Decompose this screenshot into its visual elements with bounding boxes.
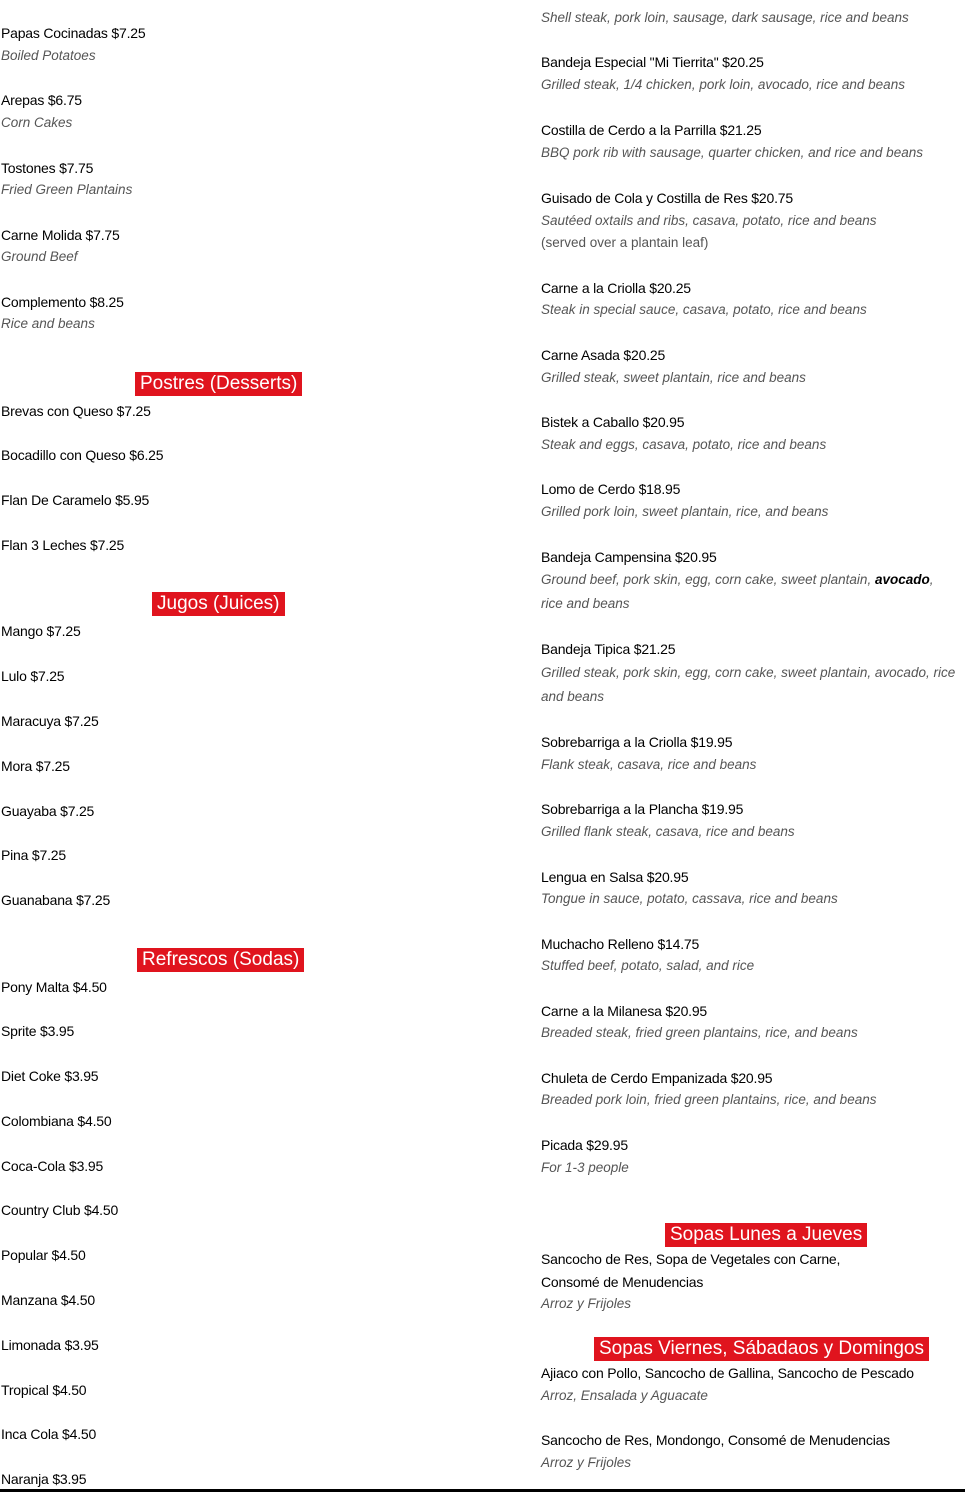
menu-item-name: Consomé de Menudencias xyxy=(541,1274,704,1290)
menu-item-name: Bistek a Caballo $20.95 xyxy=(541,414,685,430)
menu-item-name: Bandeja Campensina $20.95 xyxy=(541,549,717,565)
menu-item-desc: Ground Beef xyxy=(1,249,78,264)
menu-item-name: Sobrebarriga a la Criolla $19.95 xyxy=(541,734,733,750)
menu-item-name: Complemento $8.25 xyxy=(1,294,124,310)
menu-item-name: Carne a la Milanesa $20.95 xyxy=(541,1003,708,1019)
menu-item-name: Picada $29.95 xyxy=(541,1137,628,1153)
menu-item-name: Naranja $3.95 xyxy=(1,1471,87,1487)
menu-item-name: Country Club $4.50 xyxy=(1,1202,119,1218)
menu-item-desc: Breaded pork loin, fried green plantains, rice, and beans xyxy=(541,1092,877,1107)
menu-item-name: Carne a la Criolla $20.25 xyxy=(541,280,691,296)
menu-item-name: Flan 3 Leches $7.25 xyxy=(1,537,125,553)
menu-item-desc: Sautéed oxtails and ribs, casava, potato, rice and beans xyxy=(541,213,877,228)
menu-item-desc: Stuffed beef, potato, salad, and rice xyxy=(541,958,755,973)
menu-item-name: Sancocho de Res, Sopa de Vegetales con Carne, xyxy=(541,1251,841,1267)
menu-item-name: Brevas con Queso $7.25 xyxy=(1,403,151,419)
menu-item-name: Chuleta de Cerdo Empanizada $20.95 xyxy=(541,1070,773,1086)
menu-item-desc: Steak in special sauce, casava, potato, rice and beans xyxy=(541,302,867,317)
menu-item-desc: Rice and beans xyxy=(1,316,95,331)
menu-item-desc: Grilled steak, 1/4 chicken, pork loin, avocado, rice and beans xyxy=(541,77,905,92)
menu-item-desc: Shell steak, pork loin, sausage, dark sausage, rice and beans xyxy=(541,10,909,25)
menu-item-desc: Grilled pork loin, sweet plantain, rice, and beans xyxy=(541,504,829,519)
menu-item-name: Lulo $7.25 xyxy=(1,668,65,684)
menu-item-name: Manzana $4.50 xyxy=(1,1292,95,1308)
menu-item-name: Maracuya $7.25 xyxy=(1,713,99,729)
menu-item-name: Carne Molida $7.75 xyxy=(1,227,120,243)
menu-item-desc-note: (served over a plantain leaf) xyxy=(541,235,709,250)
menu-item-name: Bocadillo con Queso $6.25 xyxy=(1,447,164,463)
menu-item-name: Mango $7.25 xyxy=(1,623,81,639)
menu-item-name: Guisado de Cola y Costilla de Res $20.75 xyxy=(541,190,793,206)
menu-item-desc: Corn Cakes xyxy=(1,115,73,130)
menu-item-desc: Arroz y Frijoles xyxy=(541,1296,632,1311)
menu-item-name: Coca-Cola $3.95 xyxy=(1,1158,104,1174)
menu-item-desc: Grilled flank steak, casava, rice and beans xyxy=(541,824,795,839)
section-heading-desserts: Postres (Desserts) xyxy=(135,372,302,396)
menu-item-desc: Grilled steak, pork skin, egg, corn cake, sweet plantain, avocado, rice xyxy=(541,665,956,680)
menu-item-desc: Arroz, Ensalada y Aguacate xyxy=(541,1388,708,1403)
menu-item-name: Pina $7.25 xyxy=(1,847,66,863)
menu-item-name: Tostones $7.75 xyxy=(1,160,94,176)
menu-item-name: Tropical $4.50 xyxy=(1,1382,87,1398)
menu-item-name: Carne Asada $20.25 xyxy=(541,347,666,363)
menu-item-name: Pony Malta $4.50 xyxy=(1,979,107,995)
menu-item-name: Sobrebarriga a la Plancha $19.95 xyxy=(541,801,744,817)
menu-item-desc: Arroz y Frijoles xyxy=(541,1455,632,1470)
menu-item-name: Muchacho Relleno $14.75 xyxy=(541,936,700,952)
menu-item-desc: Steak and eggs, casava, potato, rice and beans xyxy=(541,437,827,452)
menu-item-name: Sprite $3.95 xyxy=(1,1023,75,1039)
section-heading-soups-weekend: Sopas Viernes, Sábadaos y Domingos xyxy=(594,1337,929,1361)
menu-item-name: Ajiaco con Pollo, Sancocho de Gallina, Sancocho de Pescado xyxy=(541,1365,914,1381)
menu-item-desc: Ground beef, pork skin, egg, corn cake, sweet plantain, avocado, xyxy=(541,572,934,587)
menu-item-name: Bandeja Especial "Mi Tierrita" $20.25 xyxy=(541,54,764,70)
menu-item-name: Lomo de Cerdo $18.95 xyxy=(541,481,681,497)
menu-item-name: Colombiana $4.50 xyxy=(1,1113,112,1129)
menu-item-desc: Flank steak, casava, rice and beans xyxy=(541,757,757,772)
menu-item-desc: For 1-3 people xyxy=(541,1160,629,1175)
menu-item-desc: Breaded steak, fried green plantains, rice, and beans xyxy=(541,1025,858,1040)
menu-item-name: Lengua en Salsa $20.95 xyxy=(541,869,689,885)
menu-item-name: Sancocho de Res, Mondongo, Consomé de Menudencias xyxy=(541,1432,890,1448)
menu-item-name: Limonada $3.95 xyxy=(1,1337,99,1353)
menu-item-name: Bandeja Tipica $21.25 xyxy=(541,641,676,657)
bottom-divider xyxy=(0,1489,965,1492)
menu-item-name: Mora $7.25 xyxy=(1,758,70,774)
menu-item-name: Arepas $6.75 xyxy=(1,92,82,108)
menu-item-desc: Tongue in sauce, potato, cassava, rice and beans xyxy=(541,891,838,906)
menu-item-name: Inca Cola $4.50 xyxy=(1,1426,97,1442)
menu-item-name: Flan De Caramelo $5.95 xyxy=(1,492,150,508)
menu-item-desc: Grilled steak, sweet plantain, rice and beans xyxy=(541,370,806,385)
menu-item-name: Popular $4.50 xyxy=(1,1247,86,1263)
menu-item-name: Guanabana $7.25 xyxy=(1,892,111,908)
section-heading-sodas: Refrescos (Sodas) xyxy=(137,948,304,972)
menu-item-desc: Boiled Potatoes xyxy=(1,48,96,63)
menu-item-desc: Fried Green Plantains xyxy=(1,182,133,197)
menu-item-desc: and beans xyxy=(541,689,605,704)
section-heading-juices: Jugos (Juices) xyxy=(152,592,285,616)
menu-item-desc: rice and beans xyxy=(541,596,630,611)
menu-item-desc: BBQ pork rib with sausage, quarter chicken, and rice and beans xyxy=(541,145,923,160)
section-heading-soups-weekday: Sopas Lunes a Jueves xyxy=(665,1223,867,1247)
menu-item-name: Guayaba $7.25 xyxy=(1,803,95,819)
menu-item-name: Diet Coke $3.95 xyxy=(1,1068,99,1084)
menu-item-name: Costilla de Cerdo a la Parrilla $21.25 xyxy=(541,122,762,138)
menu-item-name: Papas Cocinadas $7.25 xyxy=(1,25,146,41)
